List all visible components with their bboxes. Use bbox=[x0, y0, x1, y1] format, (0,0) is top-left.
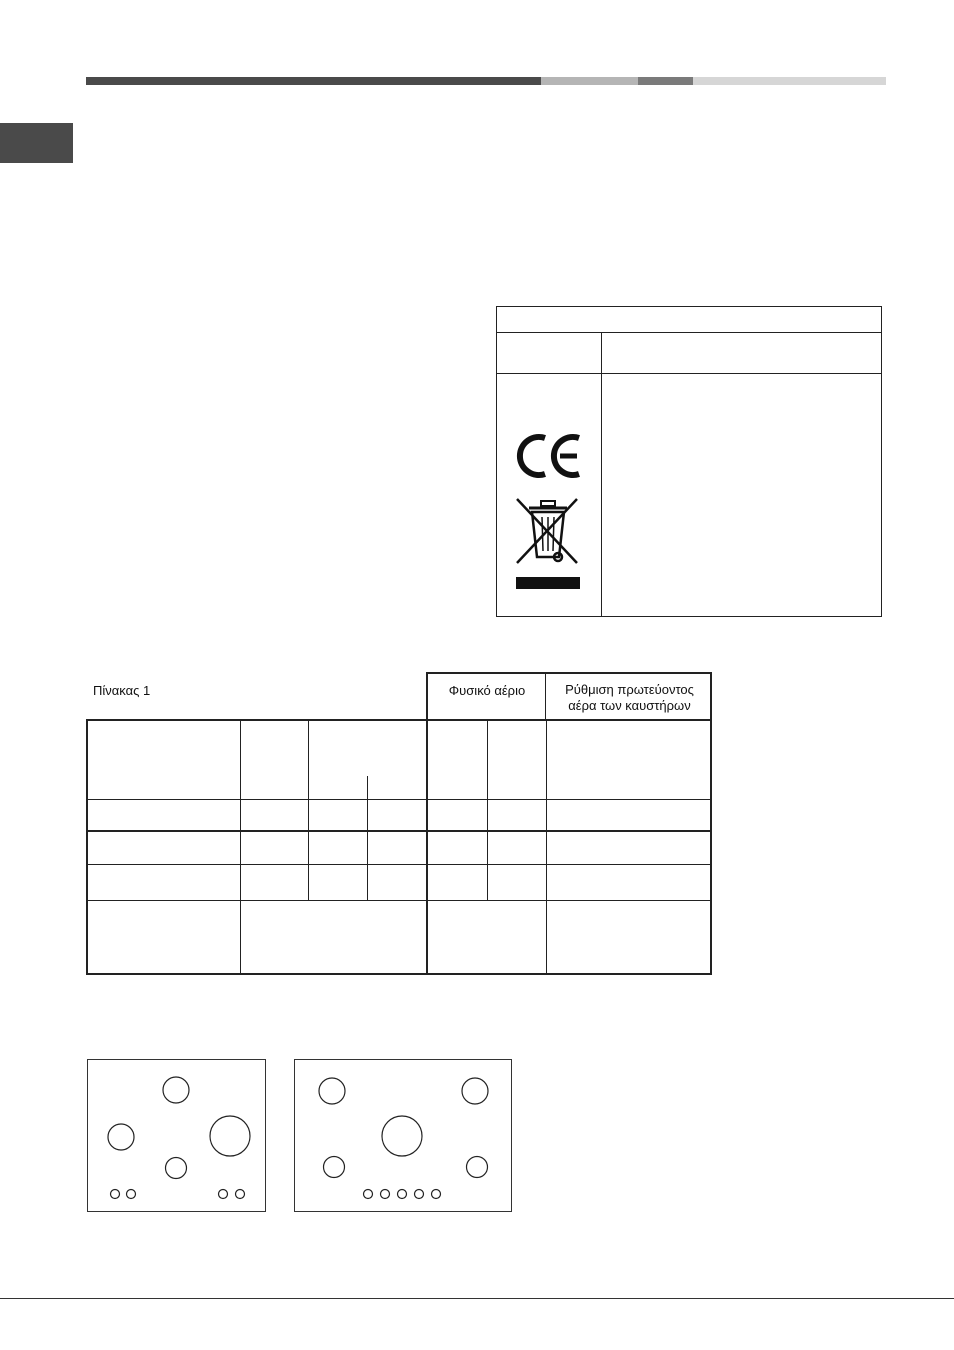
burner-circle bbox=[324, 1157, 345, 1178]
info-box-column-divider bbox=[601, 332, 602, 616]
burner-circle bbox=[210, 1116, 250, 1156]
gas-table-1 bbox=[86, 672, 712, 975]
knob-circle bbox=[219, 1190, 228, 1199]
header-bar-pale-segment bbox=[693, 77, 886, 85]
language-tab bbox=[0, 123, 73, 163]
knob-circle bbox=[111, 1190, 120, 1199]
info-box-divider bbox=[497, 332, 881, 333]
ce-mark-icon bbox=[515, 432, 583, 480]
crossed-out-wheelie-bin-icon bbox=[513, 495, 583, 589]
table-title: Πίνακας 1 bbox=[93, 683, 151, 698]
burner-circle bbox=[467, 1157, 488, 1178]
header-bar-dark-segment bbox=[86, 77, 541, 85]
natural-gas-header: Φυσικό αέριο bbox=[448, 683, 526, 698]
primary-air-header: Ρύθμιση πρωτεύοντος αέρα των καυστήρων bbox=[565, 682, 694, 713]
knob-circle bbox=[127, 1190, 136, 1199]
knob-circle bbox=[398, 1190, 407, 1199]
footer-divider bbox=[0, 1298, 954, 1299]
technical-data-box bbox=[496, 306, 882, 617]
header-bar-light-segment bbox=[541, 77, 638, 85]
knob-circle bbox=[364, 1190, 373, 1199]
burner-circle bbox=[108, 1124, 134, 1150]
knob-circle bbox=[381, 1190, 390, 1199]
knob-circle bbox=[236, 1190, 245, 1199]
hob-layout-diagram-5-burner bbox=[294, 1059, 512, 1212]
burner-circle bbox=[319, 1078, 345, 1104]
burner-circle bbox=[163, 1077, 189, 1103]
burner-circle bbox=[462, 1078, 488, 1104]
hob-layout-diagram-4-burner bbox=[87, 1059, 266, 1212]
burner-circle bbox=[166, 1158, 187, 1179]
knob-circle bbox=[415, 1190, 424, 1199]
burner-circle bbox=[382, 1116, 422, 1156]
header-bar-mid-segment bbox=[638, 77, 693, 85]
knob-circle bbox=[432, 1190, 441, 1199]
info-box-divider bbox=[497, 373, 881, 374]
